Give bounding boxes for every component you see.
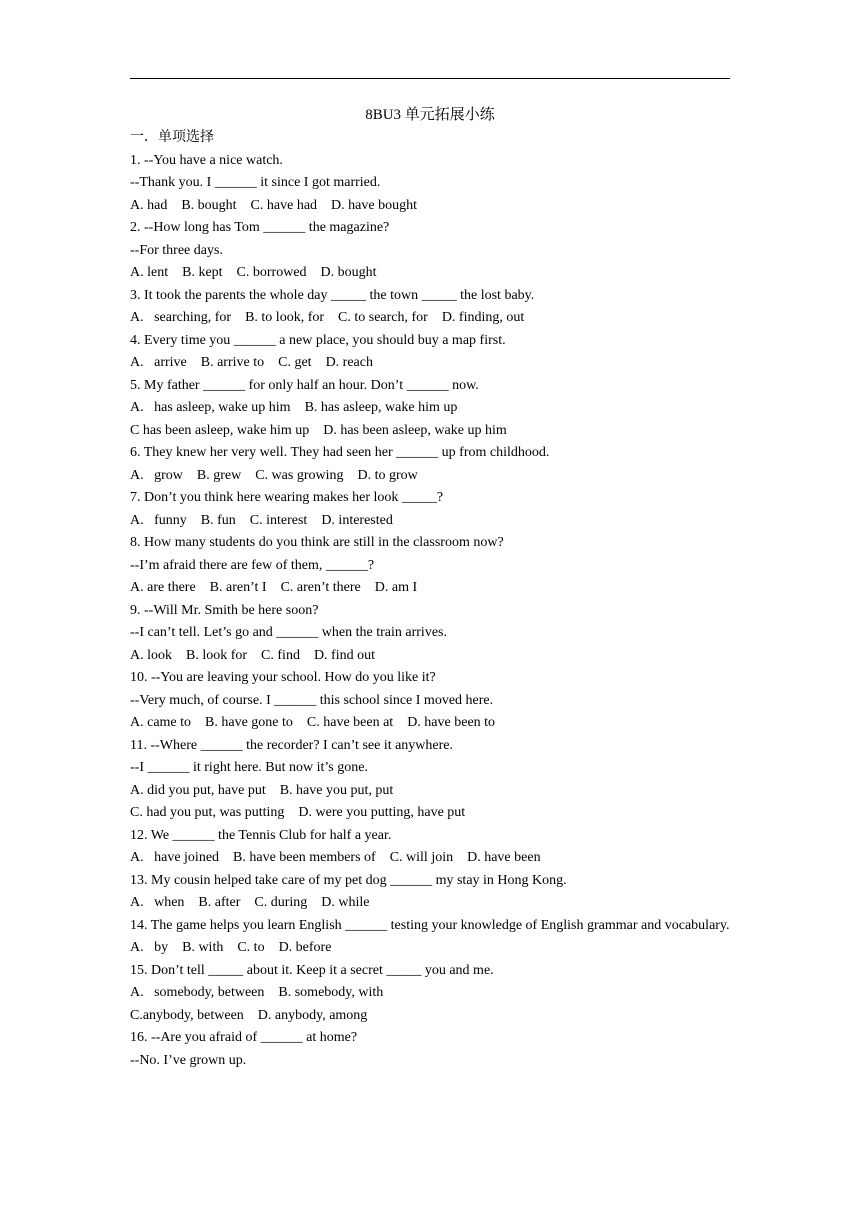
q4-stem: 4. Every time you ______ a new place, you should buy a map first. [130, 332, 506, 348]
q10-reply: --Very much, of course. I ______ this school since I moved here. [130, 692, 494, 708]
q12-options: A. have joined B. have been members of C. will join D. have been [130, 850, 541, 865]
q7-options: A. funny B. fun C. interest D. interested [130, 512, 393, 528]
q16-stem: 16. --Are you afraid of ______ at home? [130, 1030, 358, 1045]
q12-stem: 12. We ______ the Tennis Club for half a year. [130, 827, 392, 843]
document-title: 8BU3 单元拓展小练 [365, 107, 495, 123]
q6-options: A. grow B. grew C. was growing D. to grow [130, 467, 418, 483]
q11-options-ab: A. did you put, have put B. have you put, put [130, 782, 394, 798]
q15-options-ab: A. somebody, between B. somebody, with [130, 985, 384, 1000]
header-rule [130, 78, 730, 79]
q3-options: A. searching, for B. to look, for C. to search, for D. finding, out [130, 310, 525, 325]
q6-stem: 6. They knew her very well. They had seen her ______ up from childhood. [130, 445, 550, 460]
q1-options: A. had B. bought C. have had D. have bought [130, 197, 417, 213]
q16-reply: --No. I’ve grown up. [130, 1052, 247, 1068]
q4-options: A. arrive B. arrive to C. get D. reach [130, 355, 373, 370]
q5-options-cd: C has been asleep, wake him up D. has been asleep, wake up him [130, 422, 507, 438]
q7-stem: 7. Don’t you think here wearing makes her look _____? [130, 490, 444, 505]
q5-stem: 5. My father ______ for only half an hour. Don’t ______ now. [130, 377, 479, 393]
q10-stem: 10. --You are leaving your school. How do you like it? [130, 670, 436, 685]
q9-stem: 9. --Will Mr. Smith be here soon? [130, 602, 319, 618]
q2-options: A. lent B. kept C. borrowed D. bought [130, 265, 377, 280]
q13-options: A. when B. after C. during D. while [130, 895, 370, 910]
q11-options-cd: C. had you put, was putting D. were you putting, have put [130, 805, 466, 820]
document-body [130, 103, 730, 1072]
q2-reply: --For three days. [130, 242, 223, 258]
q11-stem: 11. --Where ______ the recorder? I can’t see it anywhere. [130, 737, 454, 753]
q14-stem: 14. The game helps you learn English ______ testing your knowledge of English grammar and vocabulary. [130, 917, 730, 933]
q1-reply: --Thank you. I ______ it since I got married. [130, 175, 381, 190]
q9-options: A. look B. look for C. find D. find out [130, 647, 375, 663]
q11-reply: --I ______ it right here. But now it’s gone. [130, 760, 368, 775]
q13-stem: 13. My cousin helped take care of my pet dog ______ my stay in Hong Kong. [130, 872, 567, 888]
q14-options: A. by B. with C. to D. before [130, 940, 332, 955]
q10-options: A. came to B. have gone to C. have been at D. have been to [130, 715, 496, 730]
q9-reply: --I can’t tell. Let’s go and ______ when the train arrives. [130, 625, 447, 640]
q3-stem: 3. It took the parents the whole day _____ the town _____ the lost baby. [130, 287, 535, 303]
q8-options: A. are there B. aren’t I C. aren’t there D. am I [130, 580, 418, 595]
q15-options-cd: C.anybody, between D. anybody, among [130, 1007, 368, 1023]
q8-reply: --I’m afraid there are few of them, ______? [130, 557, 375, 573]
section-heading: 一．单项选择 [130, 130, 214, 145]
q8-stem: 8. How many students do you think are still in the classroom now? [130, 535, 504, 550]
q15-stem: 15. Don’t tell _____ about it. Keep it a secret _____ you and me. [130, 962, 494, 978]
q1-stem: 1. --You have a nice watch. [130, 152, 283, 168]
q5-options-ab: A. has asleep, wake up him B. has asleep, wake him up [130, 400, 458, 415]
q2-stem: 2. --How long has Tom ______ the magazine? [130, 220, 390, 235]
